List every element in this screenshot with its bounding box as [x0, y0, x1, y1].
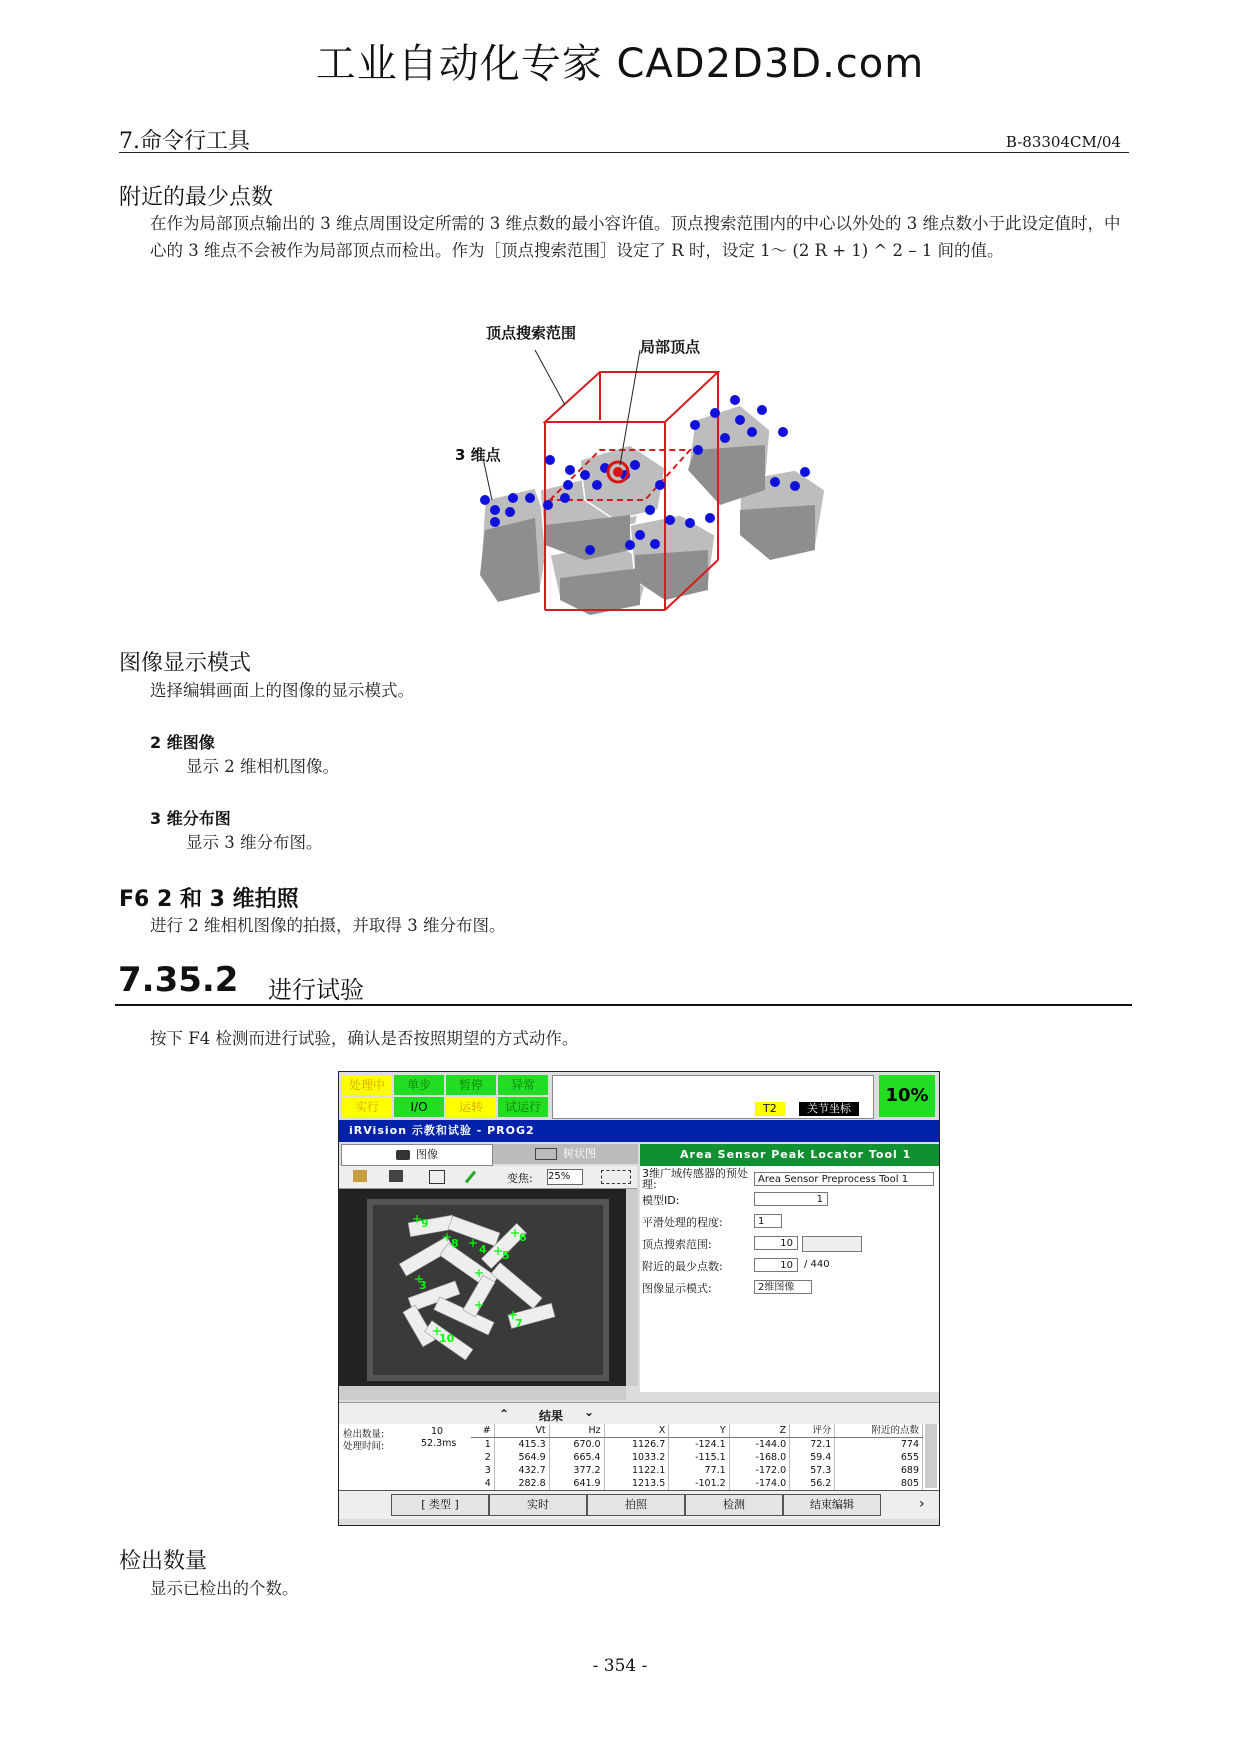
cell: 670.0	[549, 1438, 604, 1452]
cell: 655	[835, 1451, 923, 1464]
f3-snap-button[interactable]: 拍照	[587, 1494, 685, 1516]
camera-icon	[396, 1150, 410, 1160]
time-label: 处理时间:	[343, 1441, 385, 1452]
doc-id: B-83304CM/04	[1005, 133, 1121, 151]
param-display-mode-select[interactable]: 2维图像	[754, 1280, 812, 1294]
search-range-stepper[interactable]	[802, 1236, 862, 1252]
cell: 1122.1	[604, 1464, 669, 1477]
para-found-count: 显示已检出的个数。	[150, 1579, 299, 1598]
cell: 59.4	[790, 1451, 835, 1464]
results-header[interactable]	[339, 1402, 939, 1425]
cell: 774	[835, 1438, 923, 1452]
cell: 4	[471, 1477, 494, 1490]
marker-3: 3	[419, 1279, 427, 1292]
image-horizontal-scrollbar[interactable]	[339, 1386, 626, 1400]
cell: 564.9	[494, 1451, 549, 1464]
time-value: 52.3ms	[421, 1438, 457, 1449]
cell: -101.2	[669, 1477, 729, 1490]
page-number: - 354 -	[592, 1656, 648, 1676]
param-smoothing-label: 平滑处理的程度:	[642, 1216, 723, 1229]
cell: 1033.2	[604, 1451, 669, 1464]
status-hold: 暂停	[446, 1075, 496, 1095]
override-percent[interactable]: 10%	[879, 1075, 935, 1117]
window-title: iRVision 示教和试验 - PROG2	[339, 1120, 939, 1142]
section-number: 7.35.2	[118, 960, 239, 1000]
cell: 72.1	[790, 1438, 835, 1452]
cell: -115.1	[669, 1451, 729, 1464]
param-model-id-label: 模型ID:	[642, 1194, 680, 1207]
zoom-select[interactable]: 25%	[547, 1169, 583, 1185]
image-toolbar	[339, 1166, 637, 1189]
open-image-icon[interactable]	[353, 1170, 367, 1182]
cell: 805	[835, 1477, 923, 1490]
f2-live-button[interactable]: 实时	[489, 1494, 587, 1516]
found-value: 10	[431, 1426, 444, 1437]
marker-5: 5	[502, 1249, 510, 1262]
results-scrollbar[interactable]	[925, 1424, 937, 1488]
param-display-mode-label: 图像显示模式:	[642, 1282, 712, 1295]
next-page-icon[interactable]: ›	[919, 1496, 925, 1512]
chapter-header: 7.命令行工具	[119, 129, 250, 154]
status-busy: 处理中	[342, 1075, 392, 1095]
param-preprocess-select[interactable]: Area Sensor Preprocess Tool 1	[754, 1172, 934, 1186]
results-area	[339, 1424, 939, 1490]
cell: -144.0	[729, 1438, 789, 1452]
cell: 282.8	[494, 1477, 549, 1490]
f4-find-button[interactable]: 检测	[685, 1494, 783, 1516]
cell: 689	[835, 1464, 923, 1477]
status-fault: 异常	[498, 1075, 548, 1095]
chevron-up-icon[interactable]: ⌃	[499, 1407, 510, 1421]
f5-end-edit-button[interactable]: 结束编辑	[783, 1494, 881, 1516]
opt-3d-body: 显示 3 维分布图。	[186, 833, 323, 852]
param-search-range-label: 顶点搜索范围:	[642, 1238, 712, 1251]
found-label: 检出数量:	[343, 1429, 385, 1440]
para-f6: 进行 2 维相机图像的拍摄，并取得 3 维分布图。	[150, 916, 506, 935]
tool-parameters	[640, 1166, 939, 1392]
status-run: 实行	[342, 1097, 392, 1117]
results-label: 结果	[539, 1409, 564, 1423]
col-header: Hz	[549, 1424, 604, 1438]
label-search-range: 顶点搜索范围	[486, 324, 577, 342]
cell: 56.2	[790, 1477, 835, 1490]
status-tcyc: 试运行	[498, 1097, 548, 1117]
fit-view-icon[interactable]	[601, 1170, 631, 1184]
tab-tree[interactable]: 树状图	[493, 1144, 638, 1164]
param-search-range-field[interactable]: 10	[754, 1236, 798, 1250]
para-test: 按下 F4 检测而进行试验，确认是否按照期望的方式动作。	[150, 1029, 579, 1048]
col-header: Vt	[494, 1424, 549, 1438]
param-smoothing-select[interactable]: 1	[754, 1214, 782, 1228]
marker-6: 6	[519, 1231, 527, 1244]
cell: -174.0	[729, 1477, 789, 1490]
table-row[interactable]	[471, 1477, 923, 1490]
status-step: 单步	[394, 1075, 444, 1095]
section-rule	[115, 1004, 1132, 1006]
status-io: I/O	[394, 1097, 444, 1117]
opt-2d-body: 显示 2 维相机图像。	[186, 757, 339, 776]
heading-min-points: 附近的最少点数	[119, 185, 274, 210]
param-min-points-field[interactable]: 10	[754, 1258, 798, 1272]
para-display-mode: 选择编辑画面上的图像的显示模式。	[150, 681, 414, 700]
task-indicator: T2	[755, 1102, 785, 1116]
table-row[interactable]	[471, 1438, 923, 1452]
col-header: #	[471, 1424, 494, 1438]
cell: -124.1	[669, 1438, 729, 1452]
header-rule	[119, 152, 1129, 153]
coord-system: 关节坐标	[799, 1102, 859, 1116]
cell: 1	[471, 1438, 494, 1452]
col-header: 附近的点数	[835, 1424, 923, 1438]
marker-7: 7	[515, 1317, 523, 1330]
cell: 57.3	[790, 1464, 835, 1477]
cell: 377.2	[549, 1464, 604, 1477]
cell: -172.0	[729, 1464, 789, 1477]
chevron-down-icon[interactable]: ⌄	[584, 1405, 595, 1419]
opt-3d-title: 3 维分布图	[150, 809, 231, 828]
save-image-icon[interactable]	[389, 1170, 403, 1182]
opt-2d-title: 2 维图像	[150, 733, 215, 752]
status-prod: 运转	[446, 1097, 496, 1117]
param-min-points-max: / 440	[804, 1259, 830, 1270]
function-keys	[339, 1490, 939, 1519]
table-row[interactable]	[471, 1451, 923, 1464]
col-header: X	[604, 1424, 669, 1438]
label-local-peak: 局部顶点	[640, 338, 701, 356]
heading-display-mode: 图像显示模式	[119, 651, 252, 676]
grid-icon[interactable]	[429, 1170, 445, 1184]
para-min-points: 在作为局部顶点输出的 3 维点周围设定所需的 3 维点数的最小容许值。顶点搜索范围内的中心以外处的 3 维点数小于此设定值时，中心的 3 维点不会被作为局部顶点而检出。作为［顶点搜索范围］设定了 R 时，设定 1～ (2 R + 1) ^ 2 – 1 间的值。	[150, 214, 1121, 260]
param-model-id-field[interactable]: 1	[754, 1192, 828, 1206]
marker-4: 4	[479, 1243, 487, 1256]
cell: 2	[471, 1451, 494, 1464]
heading-f6: F6 2 和 3 维拍照	[119, 887, 299, 912]
tree-icon	[535, 1148, 557, 1160]
marker-9: 9	[421, 1217, 429, 1230]
param-preprocess-label: 3维广域传感器的预处理:	[642, 1167, 748, 1191]
f1-type-button[interactable]: [ 类型 ]	[391, 1494, 489, 1516]
camera-image[interactable]	[339, 1189, 626, 1386]
tool-title: Area Sensor Peak Locator Tool 1	[640, 1144, 939, 1166]
cell: 1126.7	[604, 1438, 669, 1452]
cell: 432.7	[494, 1464, 549, 1477]
pen-icon[interactable]	[465, 1171, 476, 1184]
teach-pendant-screenshot	[338, 1071, 940, 1526]
tab-image[interactable]: 图像	[341, 1144, 493, 1166]
table-row[interactable]	[471, 1464, 923, 1477]
cell: 415.3	[494, 1438, 549, 1452]
col-header: Z	[729, 1424, 789, 1438]
col-header: 评分	[790, 1424, 835, 1438]
cell: -168.0	[729, 1451, 789, 1464]
cell: 641.9	[549, 1477, 604, 1490]
results-table	[471, 1424, 923, 1490]
section-title: 进行试验	[268, 976, 364, 1004]
site-banner: 工业自动化专家 CAD2D3D.com	[315, 41, 925, 87]
cell: 3	[471, 1464, 494, 1477]
marker-8: 8	[451, 1237, 459, 1250]
label-3d-point: 3 维点	[455, 446, 501, 464]
param-min-points-label: 附近的最少点数:	[642, 1260, 723, 1273]
cell: 77.1	[669, 1464, 729, 1477]
cell: 665.4	[549, 1451, 604, 1464]
zoom-label: 变焦:	[507, 1172, 533, 1185]
marker-10: 10	[439, 1332, 455, 1345]
cell: 1213.5	[604, 1477, 669, 1490]
col-header: Y	[669, 1424, 729, 1438]
heading-found-count: 检出数量	[119, 1549, 208, 1574]
image-vertical-scrollbar[interactable]	[626, 1189, 638, 1386]
